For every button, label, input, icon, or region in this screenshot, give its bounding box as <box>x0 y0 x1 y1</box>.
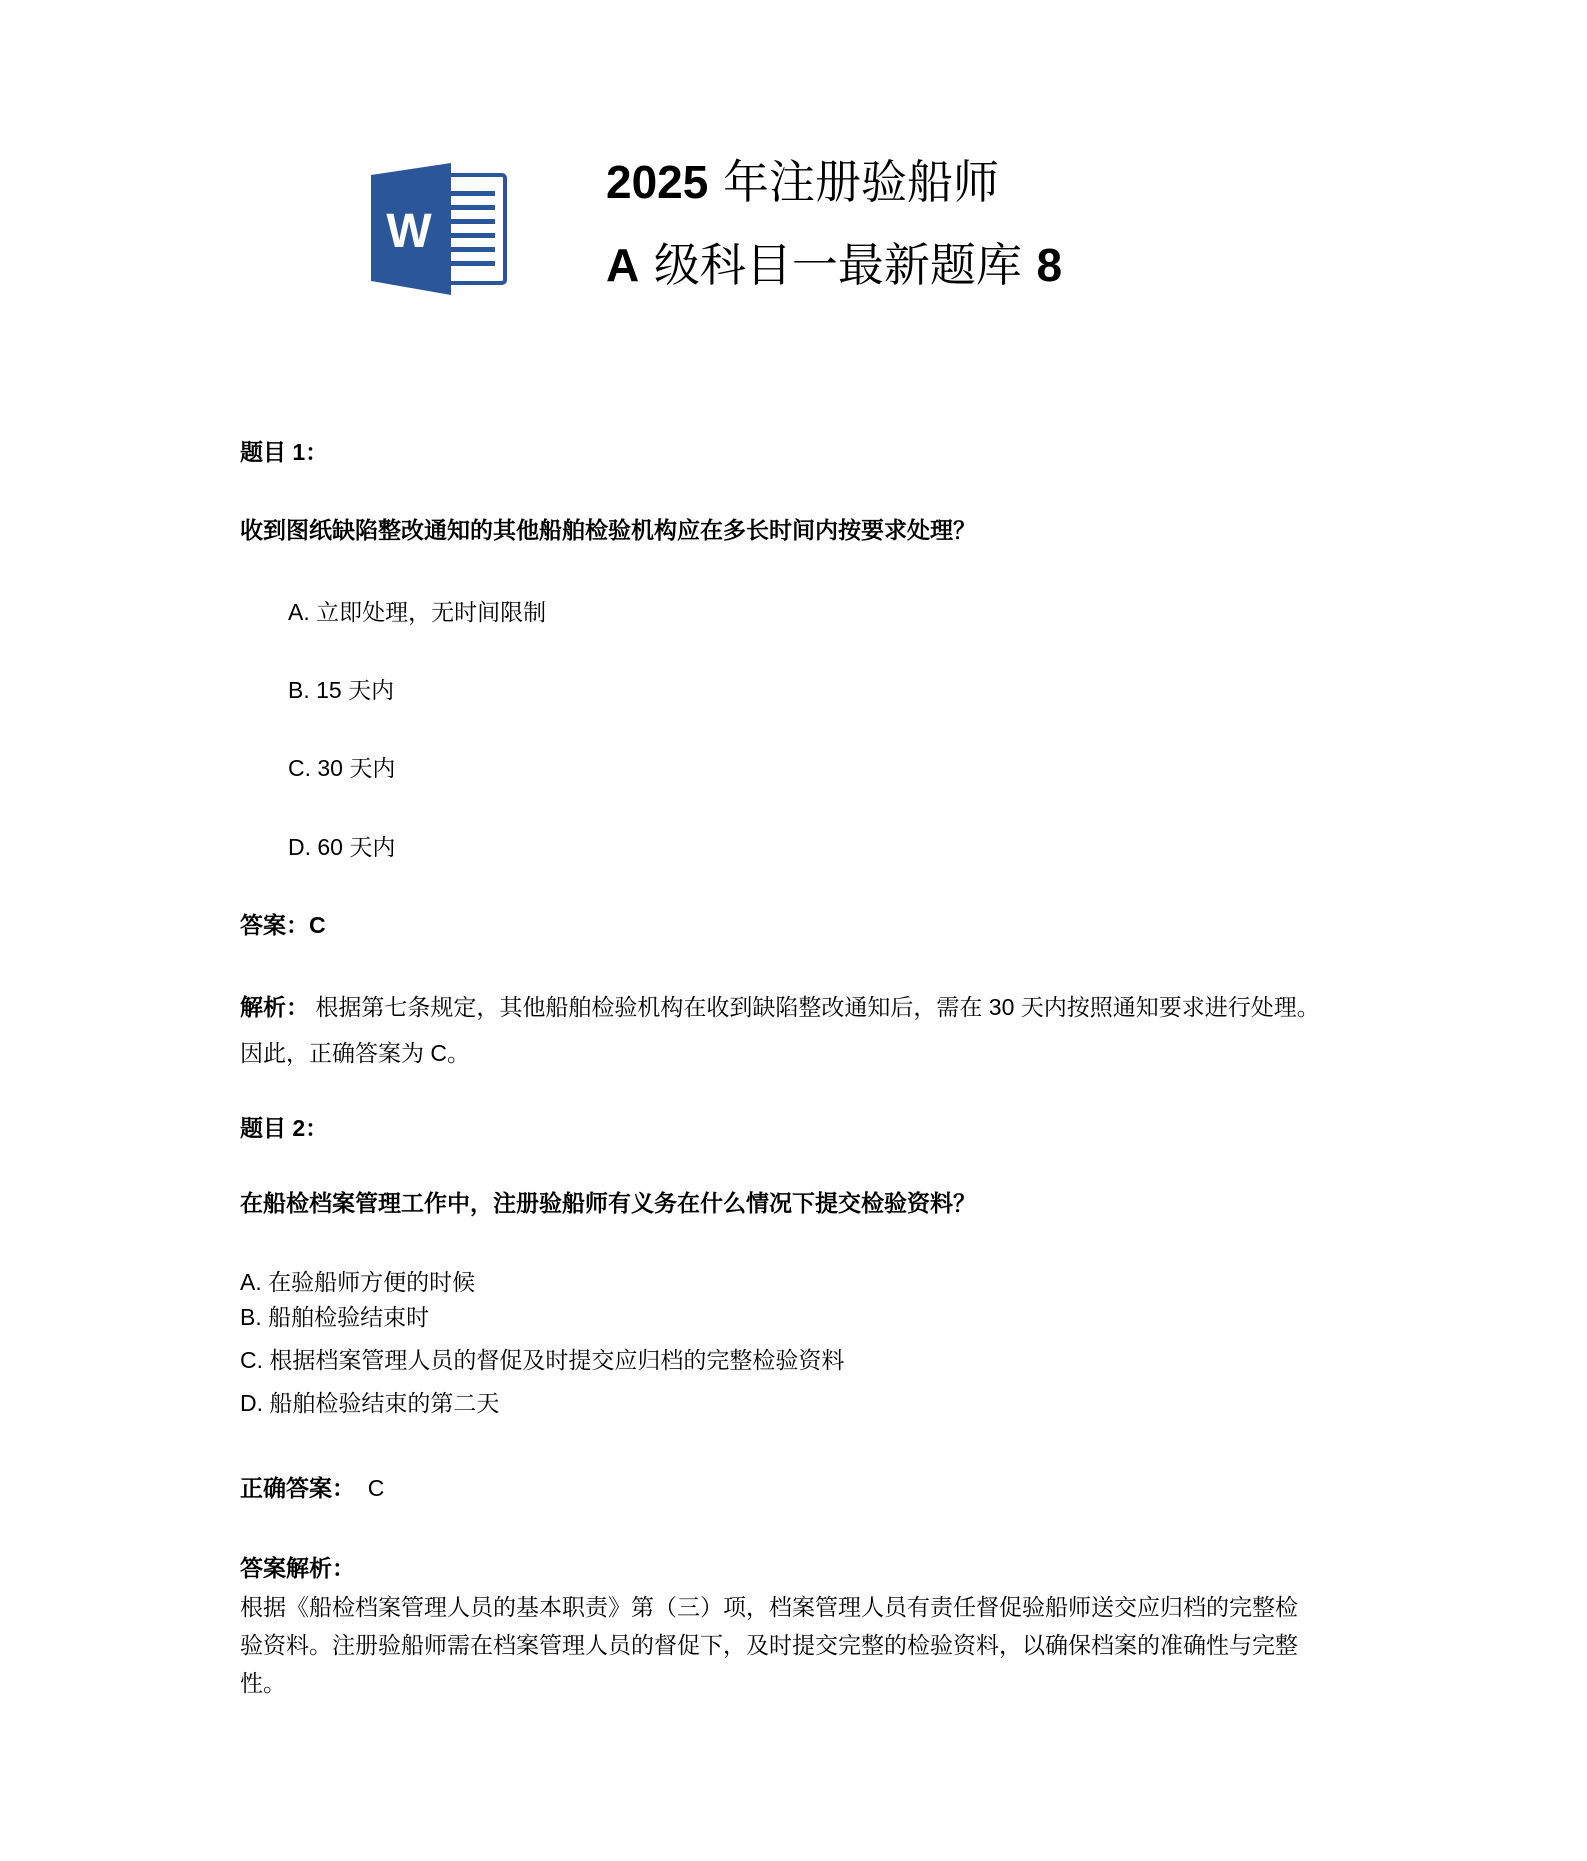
title-text-1: 年注册验船师 <box>708 155 999 209</box>
answer-value: C <box>309 912 326 938</box>
question-2-explanation <box>240 1588 1350 1702</box>
question-2-option-b: B. 船舶检验结束时 <box>240 1304 430 1330</box>
title-text-2: 级科目一最新题库 <box>639 238 1037 292</box>
word-document-icon <box>371 163 507 295</box>
question-1-text: 收到图纸缺陷整改通知的其他船舶检验机构应在多长时间内按要求处理？ <box>240 517 976 543</box>
question-1-heading: 题目 1： <box>240 439 329 465</box>
document-title-line-2 <box>606 237 1062 293</box>
question-1-answer <box>240 910 326 940</box>
question-2-heading: 题目 2： <box>240 1115 329 1141</box>
title-level: A <box>606 239 640 291</box>
question-1-option-a: A. 立即处理，无时间限制 <box>288 599 547 625</box>
explanation-line-2: 验资料。注册验船师需在档案管理人员的督促下，及时提交完整的检验资料，以确保档案的准确性与完整 <box>240 1632 1298 1658</box>
answer-label: 答案： <box>240 912 309 938</box>
question-1-explanation-line-2: 因此，正确答案为 C。 <box>240 1040 470 1066</box>
explanation-line-1: 根据《船检档案管理人员的基本职责》第（三）项，档案管理人员有责任督促验船师送交应归档的完整检 <box>240 1594 1298 1620</box>
answer-value: C <box>355 1475 385 1501</box>
document-title-line-1 <box>606 154 999 210</box>
title-year: 2025 <box>606 156 709 208</box>
svg-text:W: W <box>386 205 432 258</box>
explanation-line-3: 性。 <box>240 1670 286 1696</box>
question-2-answer <box>240 1473 384 1503</box>
question-2-option-d: D. 船舶检验结束的第二天 <box>240 1390 500 1416</box>
explanation-label: 解析： <box>240 994 309 1020</box>
question-2-option-a: A. 在验船师方便的时候 <box>240 1269 476 1295</box>
question-2-text: 在船检档案管理工作中，注册验船师有义务在什么情况下提交检验资料？ <box>240 1190 976 1216</box>
question-1-option-d: D. 60 天内 <box>288 834 396 860</box>
answer-label: 正确答案： <box>240 1475 355 1501</box>
question-1-option-c: C. 30 天内 <box>288 755 396 781</box>
title-number: 8 <box>1036 239 1063 291</box>
question-1-option-b: B. 15 天内 <box>288 677 395 703</box>
question-1-explanation-line-1 <box>240 992 1320 1022</box>
question-2-option-c: C. 根据档案管理人员的督促及时提交应归档的完整检验资料 <box>240 1347 845 1373</box>
question-2-explanation-label: 答案解析： <box>240 1555 355 1581</box>
explanation-text: 根据第七条规定，其他船舶检验机构在收到缺陷整改通知后，需在 30 天内按照通知要求进行处理。 <box>309 994 1320 1020</box>
